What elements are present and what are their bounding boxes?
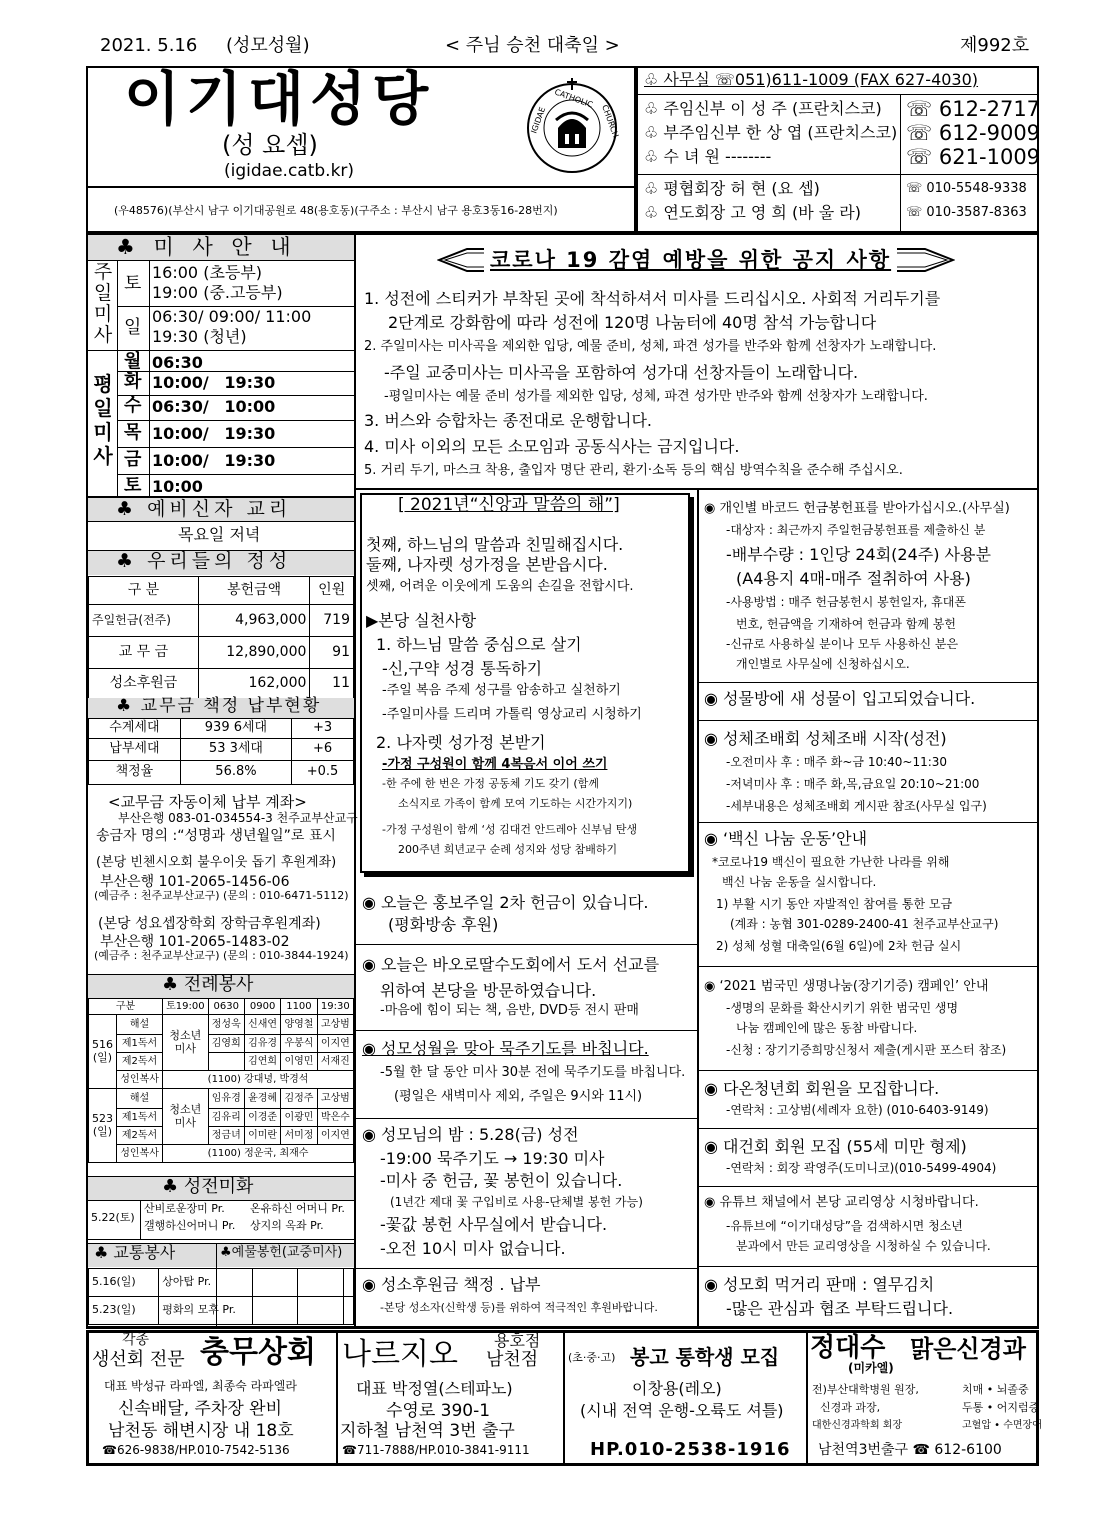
divider <box>697 1186 1039 1187</box>
table-cell: 939 6세대 <box>180 719 291 739</box>
divider <box>697 682 1039 683</box>
catechism-heading: ♣ 예비신자 교리 <box>116 498 292 520</box>
year-line: -가정 구성원이 함께 4복음서 이어 쓰기 <box>382 757 608 772</box>
ad-name: 봉고 통학생 모집 <box>630 1345 780 1369</box>
autopay-title: <교무금 자동이체 납부 계좌> <box>108 793 307 811</box>
autopay-line: (예금주 : 천주교부산교구) (문의 : 010-6471-5112) <box>94 889 349 902</box>
weekday-day: 금 <box>124 449 142 470</box>
ad-baptism: (미카엘) <box>848 1361 894 1375</box>
table-cell: 김연희 <box>244 1053 280 1071</box>
mid-item-title: ◉ 성모님의 밤 : 5.28(금) 성전 <box>362 1125 579 1144</box>
liturgy-table <box>88 998 354 1163</box>
divider <box>563 1330 565 1466</box>
table-cell: 신새연 <box>244 1015 280 1035</box>
ad-name: 충무상회 <box>200 1335 316 1370</box>
weekday-time: 10:00/ 19:30 <box>152 424 276 443</box>
liturgy-role: 제1독서 <box>117 1035 163 1053</box>
flowers-group: 갤행하신어머니 Pr. <box>144 1219 236 1232</box>
divider <box>697 1070 1039 1071</box>
ad-line: 남천역3번출구 ☎ 612-6100 <box>818 1442 1002 1458</box>
mid-item-sub: (평일은 새벽미사 제외, 주일은 9시와 11시) <box>394 1089 643 1104</box>
divider <box>356 1118 697 1119</box>
autopay-line: 부산은행 083-01-034554-3 천주교부산교구 <box>118 811 358 825</box>
table-cell: 우봉식 <box>281 1035 317 1053</box>
liturgy-role: 성인복사 <box>117 1145 163 1163</box>
contact-role: ♧ 평협회장 허 현 (요 셉) <box>644 179 820 198</box>
divider <box>86 1326 1039 1329</box>
contact-tel: ☏ 612-9009 <box>906 121 1041 145</box>
ad-branch: 용호점 <box>494 1331 541 1350</box>
right-item-sub: 백신 나눔 운동을 실시합니다. <box>722 875 877 889</box>
ad-line: ☎711-7888/HP.010-3841-9111 <box>342 1443 530 1457</box>
svg-text:CHURCH: CHURCH <box>600 103 621 139</box>
ad-name: 맑은신경과 <box>910 1335 1026 1363</box>
table-cell: 정금녀 <box>208 1127 244 1145</box>
right-item-sub: *코로나19 백신이 필요한 가난한 나라를 위해 <box>712 855 950 869</box>
ad-line: (시내 전역 운행-오륙도 셔틀) <box>580 1401 784 1420</box>
divider <box>356 1030 697 1031</box>
year-line: 2. 나자렛 성가정 본받기 <box>376 733 546 752</box>
flowers-heading: ♣ 성전미화 <box>162 1176 254 1197</box>
ad-line: 대표 박성규 라파엘, 최종숙 라파엘라 <box>104 1379 297 1393</box>
weekday-day: 월 <box>124 351 142 372</box>
divider <box>117 447 354 448</box>
mid-item-sub: -5월 한 달 동안 미사 30분 전에 묵주기도를 바칩니다. <box>380 1065 686 1080</box>
contact-tel: ☏ 010-3587-8363 <box>906 205 1027 220</box>
offering-heading: ♣ 우리들의 정성 <box>116 550 292 572</box>
col-header: 토19:00 <box>163 999 208 1015</box>
table-cell: 김유경 <box>244 1035 280 1053</box>
mass-day: 일 <box>124 317 142 338</box>
notice-line: 2단계로 강화함에 따라 성전에 120명 나눔터에 40명 참석 가능합니다 <box>388 313 877 332</box>
mid-item-title: ◉ 성소후원금 책정 . 납부 <box>362 1275 541 1294</box>
sunday-mass-label: 주일미사 <box>93 261 113 346</box>
liturgy-role: 제1독서 <box>117 1109 163 1127</box>
ad-pre: (초·중·고) <box>568 1351 616 1364</box>
ad-line: 대표 박정열(스테파노) <box>356 1379 513 1398</box>
offering-table <box>88 576 354 699</box>
liturgy-date: 516 (일) <box>89 1015 117 1089</box>
youth-mass: 청소년 미사 <box>163 1015 208 1071</box>
divider <box>697 822 1039 823</box>
right-item-sub: 분과에서 만든 교리영상을 시청하실 수 있습니다. <box>736 1239 991 1253</box>
table-cell: 이지연 <box>317 1127 353 1145</box>
divider <box>117 474 354 475</box>
divider <box>356 233 1039 235</box>
liturgy-date: 523 (일) <box>89 1089 117 1163</box>
contact-role: ♧ 연도회장 고 영 희 (바 울 라) <box>644 203 861 222</box>
svg-text:CATHOLIC: CATHOLIC <box>553 87 595 110</box>
autopay-line: (예금주 : 천주교부산교구) (문의 : 010-3844-1924) <box>94 949 349 962</box>
table-cell: 주일헌금(전주) <box>89 605 199 637</box>
table-cell: 양영철 <box>281 1015 317 1035</box>
mid-item-title: ◉ 성모성월을 맞아 묵주기도를 바칩니다. <box>362 1039 649 1058</box>
mid-item-sub: -오전 10시 미사 없습니다. <box>380 1239 566 1258</box>
ad-line: 두통 • 어지럼증 <box>962 1401 1040 1414</box>
right-item-sub: 나눔 캠페인에 많은 동참 바랍니다. <box>736 1021 918 1035</box>
table-cell: 서재진 <box>317 1053 353 1071</box>
year-line: -신,구약 성경 통독하기 <box>382 659 543 678</box>
table-cell: +6 <box>292 739 354 761</box>
parish-title: 이기대성당 <box>124 65 435 133</box>
table-cell: 162,000 <box>198 669 310 699</box>
table-cell: 책정율 <box>89 761 181 785</box>
right-item-sub: -대상자 : 최근까지 주일헌금봉헌표를 제출하신 분 <box>726 523 986 537</box>
divider <box>697 966 1039 967</box>
table-cell: 12,890,000 <box>198 637 310 669</box>
ad-line: 남천동 해변시장 내 18호 <box>108 1421 294 1441</box>
mass-time: 16:00 (초등부) <box>152 263 263 282</box>
autopay-line: (본당 성요셉장학회 장학금후원계좌) <box>98 916 321 932</box>
ad-line: 신경과 과장, <box>820 1401 881 1414</box>
year-line: 셋째, 어려운 이웃에게 도움의 손길을 전합시다. <box>366 579 634 594</box>
table-cell: 이미란 <box>244 1127 280 1145</box>
weekday-time: 06:30 <box>152 353 203 372</box>
year-line: -주일미사를 드리며 가톨릭 영상교리 시청하기 <box>382 707 642 722</box>
right-item-sub: -신규로 사용하실 분이나 모두 사용하신 분은 <box>726 637 959 651</box>
weekday-time: 10:00/ 19:30 <box>152 451 276 470</box>
divider <box>117 371 354 372</box>
liturgy-role: 해설 <box>117 1015 163 1035</box>
divider <box>356 1268 697 1269</box>
flowers-group: 산비로운장미 Pr. <box>144 1202 225 1215</box>
liturgy-role: 성인복사 <box>117 1071 163 1089</box>
table-cell: 정성욱 <box>208 1015 244 1035</box>
autopay-line: 송금자 명의 :“성명과 생년월일”로 표시 <box>96 828 336 844</box>
weekday-mass-label: 평일미사 <box>93 372 113 468</box>
ad-line: 수영로 390-1 <box>386 1401 491 1421</box>
right-item-sub: 개인별로 사무실에 신청하십시오. <box>736 657 910 671</box>
ad-pre: 각종 <box>122 1332 150 1348</box>
notice-title: 코로나 19 감염 예방을 위한 공지 사항 <box>484 248 897 272</box>
church-logo <box>520 76 624 176</box>
mass-time: 19:30 (청년) <box>152 327 247 346</box>
notice-line: 1. 성전에 스티커가 부착된 곳에 착석하셔서 미사를 드리십시오. 사회적 거리두기를 <box>364 289 941 308</box>
right-item-sub: -연락처 : 고상범(세례자 요한) (010-6403-9149) <box>726 1103 989 1117</box>
table-cell: 53 3세대 <box>180 739 291 761</box>
right-item-title: ◉ ‘2021 범국민 생명나눔(장기기증) 캠페인’ 안내 <box>704 979 989 994</box>
ad-line: 대한신경과학회 회장 <box>812 1420 903 1431</box>
divider <box>697 720 1039 721</box>
autopay-line: 부산은행 101-2065-1483-02 <box>100 934 290 950</box>
right-item-sub: 2) 성체 성혈 대축일(6월 6일)에 2차 헌금 실시 <box>716 939 962 953</box>
table-cell: +0.5 <box>292 761 354 785</box>
month-name: (성모성월) <box>226 35 310 56</box>
divider <box>356 944 697 945</box>
flowers-group: 상지의 옥좌 Pr. <box>250 1219 324 1232</box>
right-item-sub: -많은 관심과 협조 부탁드립니다. <box>726 1299 954 1318</box>
mass-heading: ♣ 미 사 안 내 <box>116 235 297 259</box>
right-item-sub: -오전미사 후 : 매주 화~금 10:40~11:30 <box>726 755 948 769</box>
right-item-title: ◉ 성물방에 새 성물이 입고되었습니다. <box>704 689 976 708</box>
notice-line: 4. 미사 이외의 모든 소모임과 공동식사는 금지입니다. <box>364 437 740 456</box>
table-cell: 5.23(일) <box>89 1297 159 1325</box>
autopay-line: 부산은행 101-2065-1456-06 <box>100 874 290 890</box>
parish-address: (우48576)(부산시 남구 이기대공원로 48(용호동)(구주소 : 부산시 남구 용호3동16-28번지) <box>114 204 558 217</box>
offertory-heading: ♣예물봉헌(교중미사) <box>220 1245 343 1260</box>
notice-line: 2. 주일미사는 미사곡을 제외한 입당, 예물 준비, 성체, 파견 성가를 반주와 함께 선창자가 노래합니다. <box>364 339 937 354</box>
office-phone: ♧ 사무실 ☏051)611-1009 (FAX 627-4030) <box>644 70 979 89</box>
table-cell: 성소후원금 <box>89 669 199 699</box>
parish-patron: (성 요셉) <box>222 131 318 159</box>
flowers-group: 온유하신 어머니 Pr. <box>250 1202 345 1215</box>
weekday-time: 10:00/ 19:30 <box>152 373 276 392</box>
divider <box>806 1330 808 1466</box>
col-header: 봉헌금액 <box>198 577 310 605</box>
mid-item-sub: -꽃값 봉헌 사무실에서 받습니다. <box>380 1215 608 1234</box>
contact-role: ♧ 주임신부 이 성 주 (프란치스코) <box>644 99 882 118</box>
divider <box>336 1330 338 1466</box>
ad-line: HP.010-2538-1916 <box>590 1439 791 1460</box>
contact-tel: ☏ 612-2717 <box>906 97 1041 121</box>
divider <box>117 420 354 421</box>
weekday-day: 목 <box>124 422 142 443</box>
mid-item-title: ◉ 오늘은 홍보주일 2차 헌금이 있습니다. <box>362 893 649 912</box>
notice-line: -주일 교중미사는 미사곡을 포함하여 성가대 선창자들이 노래합니다. <box>384 363 859 382</box>
col-header: 0630 <box>208 999 244 1015</box>
ad-line: 치매 • 뇌졸중 <box>962 1383 1029 1396</box>
mass-time: 06:30/ 09:00/ 11:00 <box>152 307 312 326</box>
svg-text:IGIDAE: IGIDAE <box>529 105 548 135</box>
right-item-sub: -연락처 : 회장 곽영주(도미니코)(010-5499-4904) <box>726 1161 997 1175</box>
right-item-title: ◉ ‘백신 나눔 운동’안내 <box>704 829 868 848</box>
col-header: 인원 <box>310 577 354 605</box>
weekday-time: 06:30/ 10:00 <box>152 397 276 416</box>
table-cell: 91 <box>310 637 354 669</box>
year-line: 200주년 희년교구 순례 성지와 성당 참배하기 <box>398 843 618 856</box>
table-cell: 이광민 <box>281 1109 317 1127</box>
divider <box>86 186 636 188</box>
flowers-date: 5.22(토) <box>91 1211 135 1224</box>
table-cell: 김영희 <box>208 1035 244 1053</box>
right-item-title: ◉ 유튜브 채널에서 본당 교리영상 시청바랍니다. <box>704 1195 979 1210</box>
table-cell: 수계세대 <box>89 719 181 739</box>
table-cell: 김유리 <box>208 1109 244 1127</box>
right-item-sub: -유튜브에 “이기대성당”을 검색하시면 청소년 <box>726 1219 963 1233</box>
mid-item-sub: (평화방송 후원) <box>388 915 499 934</box>
right-item-sub: -세부내용은 성체조배회 게시판 참조(사무실 입구) <box>726 799 987 813</box>
col-header: 0900 <box>244 999 280 1015</box>
autopay-line: (본당 빈첸시오회 불우이웃 돕기 후원계좌) <box>96 855 337 870</box>
issue-date: 2021. 5.16 <box>100 35 198 56</box>
table-cell: 4,963,000 <box>198 605 310 637</box>
mid-item-sub: -19:00 묵주기도 → 19:30 미사 <box>380 1149 605 1168</box>
divider <box>140 1200 141 1240</box>
liturgy-role: 제2독서 <box>117 1127 163 1145</box>
year-line: -가정 구성원이 함께 ‘성 김대건 안드레아 신부님 탄생 <box>382 823 638 836</box>
right-item-title: ◉ 다온청년회 회원을 모집합니다. <box>704 1079 940 1098</box>
table-cell: 719 <box>310 605 354 637</box>
col-header: 1100 <box>281 999 317 1015</box>
year-line: 1. 하느님 말씀 중심으로 살기 <box>376 635 582 654</box>
year-line: ▶본당 실천사항 <box>366 611 477 630</box>
notice-line: -평일미사는 예물 준비 성가를 제외한 입당, 성체, 파견 성가만 반주와 함께 선창자가 노래합니다. <box>384 389 928 404</box>
table-cell: 교 무 금 <box>89 637 199 669</box>
mid-item-sub: -본당 성소자(신학생 등)를 위하여 적극적인 후원바랍니다. <box>380 1301 658 1314</box>
right-item-title: ◉ 성체조배회 성체조배 시작(성전) <box>704 729 947 748</box>
dues-table <box>88 718 354 785</box>
mid-item-sub: -미사 중 헌금, 꽃 봉헌이 있습니다. <box>380 1171 623 1190</box>
ad-line: 고혈압 • 수면장애 <box>962 1420 1042 1431</box>
liturgy-role: 해설 <box>117 1089 163 1109</box>
weekday-day: 토 <box>124 475 142 496</box>
table-cell: (1100) 강대녕, 박경석 <box>163 1071 354 1089</box>
divider <box>697 1128 1039 1129</box>
contact-role: ♧ 부주임신부 한 상 엽 (프란치스코) <box>644 123 898 142</box>
year-line: 둘째, 나자렛 성가정을 본받읍시다. <box>366 555 608 574</box>
right-item-sub: 1) 부활 시기 동안 자발적인 참여를 통한 모금 <box>716 897 953 911</box>
col-header: 19:30 <box>317 999 353 1015</box>
liturgy-heading: ♣ 전례봉사 <box>162 974 254 995</box>
table-cell: 김정주 <box>281 1089 317 1109</box>
ad-pre: 생선회 전문 <box>92 1349 185 1370</box>
ad-line: 지하철 남천역 3번 출구 <box>340 1421 515 1441</box>
divider <box>117 395 354 396</box>
year-title: [ 2021년“신앙과 말씀의 해”] <box>398 495 620 515</box>
table-cell: 5.16(일) <box>89 1269 159 1297</box>
table-cell: 박은수 <box>317 1109 353 1127</box>
contact-tel: ☏ 621-1009 <box>906 145 1041 169</box>
right-item-sub: -배부수량 : 1인당 24회(24주) 사용분 <box>726 545 991 564</box>
table-cell: 이경준 <box>244 1109 280 1127</box>
right-item-sub: -생명의 문화를 확산시키기 위한 범국민 생명 <box>726 1001 959 1015</box>
notice-line: 5. 거리 두기, 마스크 착용, 출입자 명단 관리, 환기·소독 등의 핵심 방역수칙을 준수해 주십시오. <box>364 463 903 478</box>
table-cell <box>208 1053 244 1071</box>
right-item-sub: (A4용지 4매-매주 절취하여 사용) <box>736 569 971 588</box>
catechism-time: 목요일 저녁 <box>178 525 261 544</box>
youth-mass: 청소년 미사 <box>163 1089 208 1145</box>
mid-item-sub: 위하여 본당을 방문하였습니다. <box>380 981 597 1000</box>
year-line: 첫째, 하느님의 말씀과 친밀해집시다. <box>366 535 624 554</box>
table-cell: 서미정 <box>281 1127 317 1145</box>
table-cell: 고상범 <box>317 1089 353 1109</box>
divider <box>697 1266 1039 1267</box>
ad-name: 나르지오 <box>342 1337 458 1372</box>
right-item-sub: (계좌 : 농협 301-0289-2400-41 천주교부산교구) <box>730 917 999 931</box>
ad-line: ☎626-9838/HP.010-7542-5136 <box>102 1443 290 1457</box>
liturgy-role: 제2독서 <box>117 1053 163 1071</box>
feast-title: < 주님 승천 대축일 > <box>445 35 620 56</box>
traffic-heading: ♣ 교통봉사 <box>94 1243 176 1262</box>
mid-item-title: ◉ 오늘은 바오로딸수도회에서 도서 선교를 <box>362 955 660 974</box>
table-cell: 상아탑 Pr. <box>159 1269 253 1297</box>
divider <box>636 174 1039 175</box>
table-cell: +3 <box>292 719 354 739</box>
mass-time: 19:00 (중.고등부) <box>152 283 283 302</box>
table-cell: 납부세대 <box>89 739 181 761</box>
mass-day: 토 <box>124 273 142 294</box>
contact-tel: ☏ 010-5548-9338 <box>906 181 1027 196</box>
mid-item-sub: -마음에 힘이 되는 책, 음반, DVD등 전시 판매 <box>380 1003 639 1018</box>
weekday-time: 10:00 <box>152 477 203 496</box>
right-item-sub: -사용방법 : 매주 헌금봉헌시 봉헌일자, 휴대폰 <box>726 595 966 609</box>
year-line: 소식지로 가족이 함께 모여 기도하는 시간가지기) <box>398 797 633 810</box>
right-item-title: ◉ 대건회 회원 모집 (55세 미만 형제) <box>704 1137 967 1156</box>
table-cell: 이영민 <box>281 1053 317 1071</box>
divider <box>697 488 699 1328</box>
right-item-sub: 번호, 헌금액을 기재하여 헌금과 함께 봉헌 <box>736 617 956 631</box>
table-cell: 이지연 <box>317 1035 353 1053</box>
issue-number: 제992호 <box>960 35 1030 56</box>
right-item-sub: -저녁미사 후 : 매주 화,목,금요일 20:10~21:00 <box>726 777 980 791</box>
traffic-table <box>88 1268 354 1325</box>
table-cell: 11 <box>310 669 354 699</box>
ad-branch: 남천점 <box>486 1349 539 1370</box>
divider <box>636 94 1039 95</box>
ad-line: 신속배달, 주차장 완비 <box>118 1399 283 1419</box>
divider <box>900 94 901 233</box>
contact-role: ♧ 수 녀 원 -------- <box>644 147 772 166</box>
parish-website: (igidae.catb.kr) <box>224 161 355 181</box>
weekday-day: 화 <box>124 371 142 392</box>
year-line: -한 주에 한 번은 가정 공동체 기도 갖기 (함께 <box>382 777 599 790</box>
notice-line: 3. 버스와 승합차는 종전대로 운행합니다. <box>364 411 652 430</box>
right-item-title: ◉ 성모회 먹거리 판매 : 열무김치 <box>704 1275 935 1294</box>
ad-name: 정대수 <box>810 1333 886 1363</box>
year-line: -주일 복음 주제 성구를 암송하고 실천하기 <box>382 683 621 698</box>
right-item-sub: -신청 : 장기기증희망신청서 제출(게시판 포스터 참조) <box>726 1043 1007 1057</box>
table-cell: 56.8% <box>180 761 291 785</box>
table-cell: 평화의 모후 Pr. <box>159 1297 253 1325</box>
table-cell: 윤경혜 <box>244 1089 280 1109</box>
table-cell: 임유경 <box>208 1089 244 1109</box>
dues-heading: ♣ 교무금 책정 납부현황 <box>116 696 322 716</box>
weekday-day: 수 <box>124 395 142 416</box>
right-item-title: ◉ 개인별 바코드 헌금봉헌표를 받아가십시오.(사무실) <box>704 501 1010 516</box>
col-header: 구 분 <box>89 577 199 605</box>
table-cell: (1100) 정운국, 최재수 <box>163 1145 354 1163</box>
mid-item-sub: (1년간 제대 꽃 구입비로 사용-단체별 봉헌 가능) <box>390 1195 643 1209</box>
table-cell: 고상범 <box>317 1015 353 1035</box>
ad-line: 전)부산대학병원 원장, <box>812 1383 919 1396</box>
divider <box>1037 233 1039 1328</box>
ad-line: 이창용(레오) <box>632 1379 722 1398</box>
col-header: 구분 <box>89 999 163 1015</box>
